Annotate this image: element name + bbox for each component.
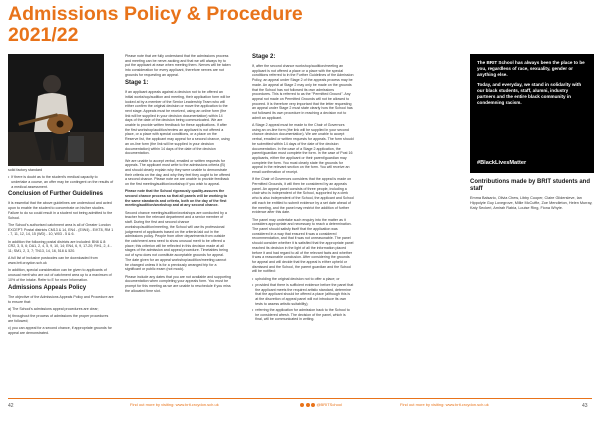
- instagram-icon[interactable]: [311, 403, 315, 407]
- photo-caption: solid factory standard: [8, 168, 43, 172]
- paragraph: Second chance meeting/audition/workshops are conducted by a teacher from the relevant department and a senior member of staff. During the first and second chance workshop/audition/meeting, the School will use its professional judgement of applicants based on the criteria laid out in the admissions policy. People from other departments from outside the catchment area need to show unusual merit to be offered a place; this criterion will be reflected in this decision made at all stages of the admission and appeal procedure. Timetables being out of sync does not constitute acceptable grounds for appeal. The date given for an appeal workshop/audition/meeting cannot be changed unless it is for a previously arranged trip for a significant or public exam (not mock).: [125, 210, 228, 272]
- blm-statement-box: [470, 54, 594, 173]
- bullet-dot-icon: •: [8, 175, 10, 180]
- list-item: c) you can appeal for a second chance, if appropriate grounds for appeal are demonstrated.: [8, 326, 112, 335]
- statement-line: Today, and everyday, we stand in solidarity with our black students, staff, alumni, industry partners and the entire black community in condemning racism.: [477, 82, 582, 105]
- bullet-dot-icon: •: [252, 307, 254, 312]
- paragraph: It is essential that the above guidelines are understood and acted upon to enable the student to concentrate on his/her studies. Failure to do so could result in a student not being admitted to the School.: [8, 201, 113, 220]
- second-column-text: [125, 54, 231, 296]
- page-number-left: 42: [8, 403, 14, 409]
- left-column-text: [8, 168, 114, 338]
- paragraph: A Stage 2 appeal must be made to the Chair of Governors using an on-line form (the link will be supplied in your second chance decision documentation). We are unable to accept verbal, emailed or written requests for appeals. The form should be submitted within 14 days of the date of the decision documentation. In the case of a Stage 2 application, the parent/guardian must complete the form. In the case of Post 16 applicants, either the applicant or their parent/guardian may complete the form. You must clearly state the grounds for appeal in the relevant section on the form. You will receive an email confirmation of receipt.: [252, 123, 354, 175]
- conclusion-heading: Conclusion of Further Guidelines: [8, 191, 104, 198]
- list-item: [252, 308, 354, 322]
- facebook-icon[interactable]: [300, 403, 304, 407]
- contributor-names: Emma Balsario, Olivia Chew, Libby Cooper, Claire Glidersleve, Ian Hippolyte Guy Lovegrove, Millie McCuffie, Zoe Mendleton, Helen Murray, Katy Seckeri, Amirah Rabia, Louise Ring, Fiona Whyte.: [470, 196, 593, 211]
- contributions-heading: Contributions made by BRIT students and staff: [470, 179, 591, 193]
- paragraph: We are unable to accept verbal, emailed or written requests for appeals. The applicant must write to the admissions criteria (B) and should clearly explain why they were unable to demonstrate their criteria on the day, and why they feel they ought to be offered a second chance. Please note we are unable to provide feedback on the first meeting/audition/workshop if you wish to appeal.: [125, 158, 231, 187]
- page-title: Admissions Policy & Procedure 2021/22: [8, 3, 303, 46]
- stage2-heading: Stage 2:: [252, 54, 276, 60]
- paragraph: The panel may undertake such enquiry into the matter as it considers appropriate and necessary to reach a determination. The panel should satisfy itself that the application was considered in a way that ensured it was a considered recommendation, and that it was not unreasonable. The panel should consider whether it is satisfied that the appropriate panel reached its decision in the light of all the information placed before it and had regard to all of the relevant facts and whether it was a reasonable conclusion. After considering the grounds for appeal and will decide that the appeal is either upheld or dismissed and the School, the parent guardian and the School will be notified:: [252, 217, 354, 274]
- paragraph: Please include any dates that you are not available and supporting documentation when completing your appeals form. You must be prompt for this meeting as we are unable to reschedule if you miss the allocated time slot.: [125, 274, 231, 293]
- social-links: [300, 402, 342, 407]
- paragraph: If, after the second chance workshop/audition/meeting an applicant is not offered a place or a place with the special conditions referred to in the Further Guidelines of the Admission Policy, an appeal under Stage 2 of the appeals process may be made. An appeal at Stage 2 may only be made on the grounds that the School has not followed its own admissions procedures. This is referred to as the "Permitted Ground". Any appeal not made on Permitted Grounds will not be allowed to proceed. It is therefore very important that the letter requesting an appeal under Stage 2 must state clearly how the School has not followed its own procedure in reaching a decision not to admit an applicant.: [252, 64, 354, 120]
- list-item: a) The School's admissions appeal procedures are clear;: [8, 306, 99, 311]
- paragraph: If the Chair of Governors considers that the appeal is made on Permitted Grounds, it will then be considered by an appeals panel. An appeal panel consists of three people, including a chair who is independent of the School, supported by a clerk who is also independent of the School, the applicant and School will each be entitled to submit evidence by a set date ahead of the meeting, and the panel may restrict the addition of further evidence after this date.: [252, 177, 354, 215]
- bullet-dot-icon: •: [252, 276, 254, 281]
- list-item: b) throughout the process of admissions the proper procedures are followed;: [8, 314, 109, 323]
- statement-line: The BRIT School has always been the place to be you, regardless of race, sexuality, gender or anything else.: [477, 60, 585, 77]
- guitarist-illustration: [8, 54, 104, 166]
- stage1-heading: Stage 1:: [125, 80, 149, 87]
- paragraph: Please note that we fully understand that the admissions process and meeting can be nerve-racking and that we will always try to put the applicant at ease when meeting them. Nerves will be taken into consideration for every applicant, therefore nerves are not grounds for requesting an appeal.: [125, 54, 231, 77]
- paragraph: The objective of the Admissions Appeals Policy and Procedure are to ensure that:: [8, 294, 114, 304]
- medical-bullet: [8, 175, 114, 189]
- bullet-text: If there is doubt as to the student's medical capacity to undertake a course, an offer may be contingent on the results of a medical assessment.: [11, 175, 114, 189]
- footer-link-left[interactable]: Find out more by visiting: www.brit.croydon.sch.uk: [130, 402, 219, 407]
- bullet-dot-icon: •: [252, 282, 254, 287]
- paragraph: In addition, special consideration can be given to applicants of unusual merit who are out of catchment area up to a maximum of 10% of the intake. Refer to E for more information.: [8, 268, 112, 282]
- footer-divider: [8, 398, 592, 399]
- paragraph: If an applicant appeals against a decision not to be offered an initial workshop/audition and meeting, their application form will be looked at by a member of the Senior Leadership Team who will either confirm the original decision or move the application to the next stage. Appeals must be received, using an online form (the link will be supplied in your decision documentation) within 14 days of the date of the decision being communicated. We are unable to provide written feedback for these applications. If after the first workshop/audition/review an applicant is not offered a place, or a place with special conditions, or a place on the Reserve list, the applicant may appeal for a second chance, using an on-line form (the link will be supplied in your decision documentation) within 14 days of the date of the decision documentation.: [125, 90, 231, 156]
- guitarist-photo: [8, 54, 104, 166]
- list-item: [252, 277, 354, 282]
- bullet-text: provided that there is sufficient evidence before the panel that the applicant meets the required artistic standard, determine that the applicant should be offered a place (although this is at the discretion of appeal panel will not introduce its own tests to assess artistic suitability);: [255, 282, 354, 306]
- page-number-right: 43: [582, 403, 588, 409]
- hashtag: #BlackLivesMatter: [477, 160, 527, 167]
- appeals-heading: Admissions Appeals Policy: [8, 284, 87, 291]
- bullet-text: upholding the original decision not to offer a place; or: [255, 276, 340, 281]
- list-item: [252, 283, 354, 307]
- bullet-text: referring the application for admission back to the School to be considered afresh. The decision of the panel, which is final, will be communicated in writing.: [255, 307, 350, 322]
- twitter-icon[interactable]: [306, 403, 310, 407]
- paragraph: In addition the following postal districts are included: BN6 & 8: CR2, 3, 5, 6; DA1, 2, 4, 5, 9, 10, 14; EN4, 6, 9, 17-20; RH1, 2, 4 - 11; SM1, 2, 3, 7; TN13, 14, 16, 518 & 520.: [8, 239, 112, 253]
- paragraph: The School's authorised catchment area is all of Greater London EXCEPT: Postal districts CM13 & 14, EN4 - (E/W4) - E/KT8, RM 1 - 7, 11, 12, 14, 15 (WD) - 10, W03 - 5 & 6.: [8, 222, 114, 237]
- footer-link-right[interactable]: Find out more by visiting: www.brit.croydon.sch.uk: [400, 402, 489, 407]
- third-column-text: [252, 54, 354, 323]
- contributions-section: [470, 179, 594, 211]
- download-link[interactable]: A full list of inclusive postcodes can be downloaded from www.brit.croydon.sch.uk: [8, 256, 98, 265]
- social-handle[interactable]: @BRITSchool: [316, 402, 342, 407]
- quality-note: Please note that the School rigorously quality-assures the second chance process so that all panels will be working to the same standards and criteria, both on the day of the first meeting/audition/workshop and at any second chance.: [125, 189, 228, 208]
